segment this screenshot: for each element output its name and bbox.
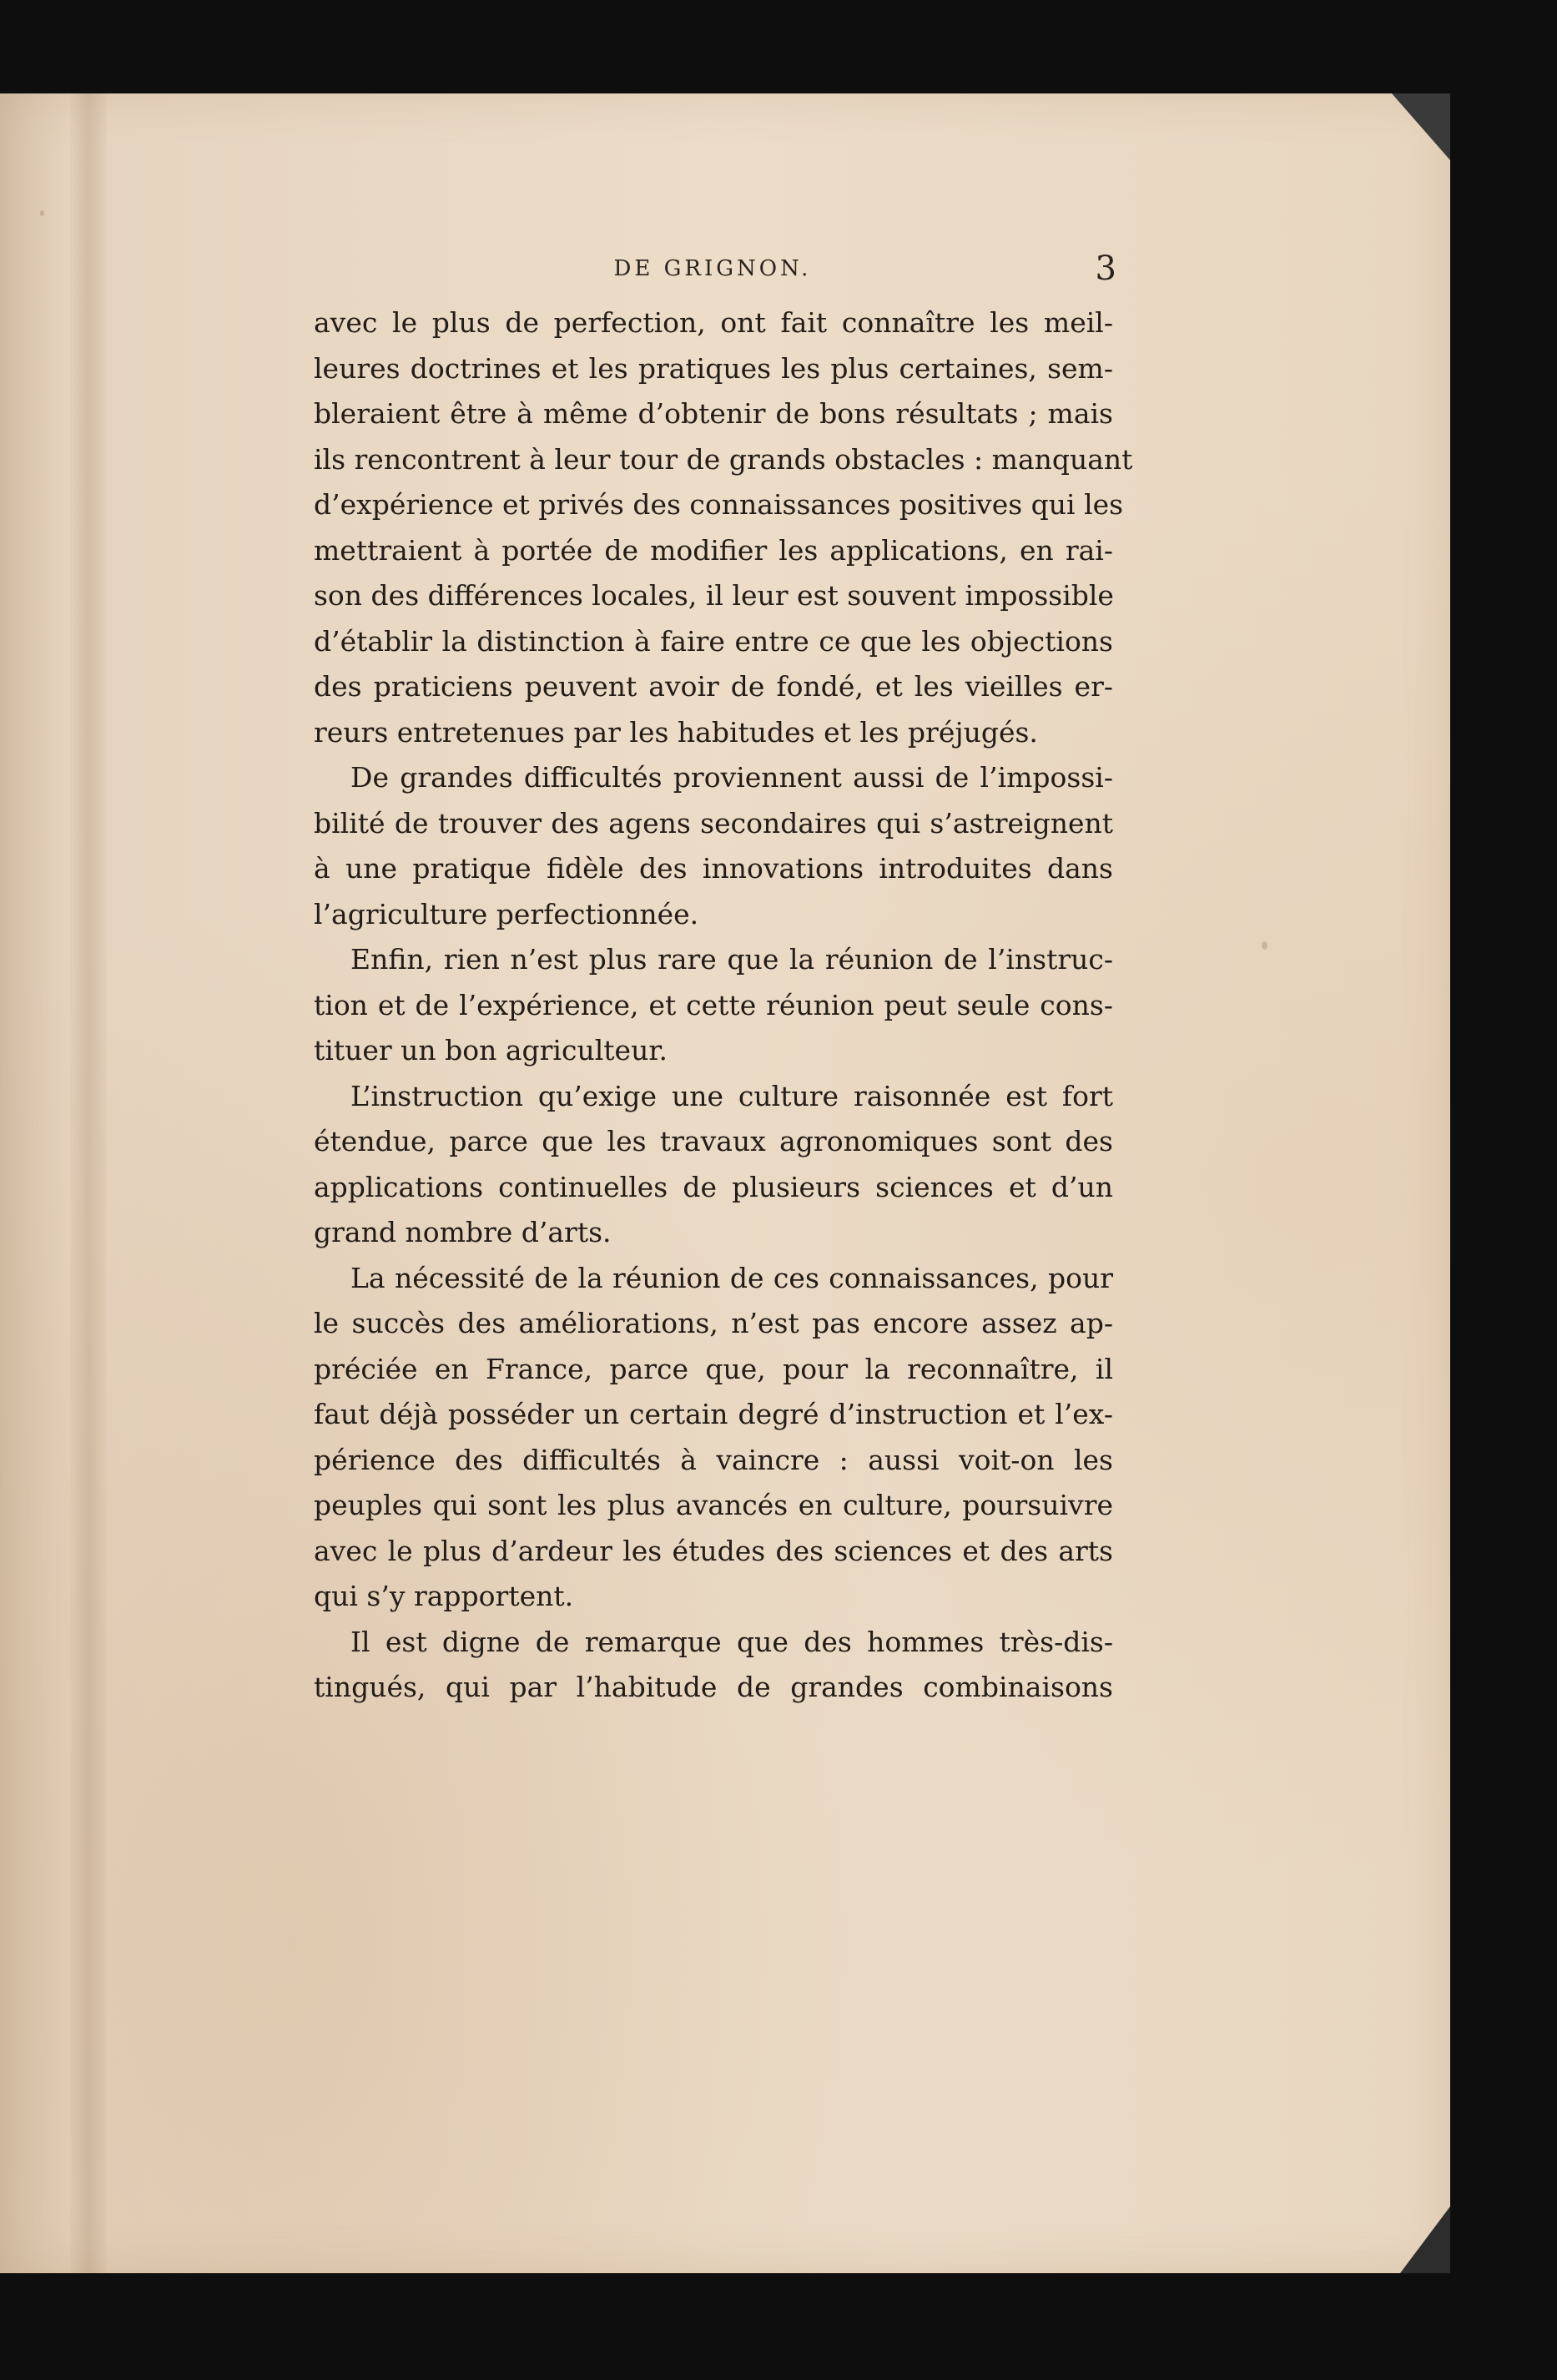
text-line: tion et de l’expérience, et cette réunion peut seule cons- [314, 988, 1113, 1021]
text-line: Enfin, rien n’est plus rare que la réunion de l’instruc- [350, 943, 1113, 976]
folded-corner-bottom [1400, 2206, 1450, 2273]
text-line: des praticiens peuvent avoir de fondé, et les vieilles er- [314, 670, 1113, 703]
running-head [309, 250, 1116, 291]
text-line: reurs entretenues par les habitudes et les préjugés. [314, 715, 1038, 749]
text-line: d’expérience et privés des connaissances positives qui les [314, 488, 1124, 521]
text-line: De grandes difficultés proviennent aussi de l’impossi- [350, 761, 1113, 794]
text-line: le succès des améliorations, n’est pas encore assez ap- [314, 1307, 1113, 1339]
text-line: La nécessité de la réunion de ces connaissances, pour [350, 1261, 1113, 1294]
text-line: applications continuelles de plusieurs sciences et d’un [314, 1170, 1113, 1203]
text-line: d’établir la distinction à faire entre ce que les objections [314, 624, 1113, 658]
text-line: périence des difficultés à vaincre : aussi voit-on les [314, 1443, 1113, 1476]
text-line: avec le plus de perfection, ont fait connaître les meil- [314, 306, 1113, 339]
text-line: grand nombre d’arts. [314, 1216, 612, 1248]
text-line: étendue, parce que les travaux agronomiques sont des [314, 1125, 1113, 1157]
text-line: ils rencontrent à leur tour de grands obstacles : manquant [314, 442, 1133, 476]
text-line: son des différences locales, il leur est souvent impossible [314, 579, 1114, 612]
text-line: Il est digne de remarque que des hommes très-dis- [350, 1625, 1113, 1658]
text-line: bilité de trouver des agens secondaires qui s’astreignent [314, 806, 1113, 840]
ink-spot [40, 210, 44, 216]
text-line: bleraient être à même d’obtenir de bons résultats ; mais [314, 397, 1113, 430]
text-line: leures doctrines et les pratiques les plus certaines, sem- [314, 351, 1113, 385]
text-line: faut déjà posséder un certain degré d’instruction et l’ex- [314, 1398, 1113, 1430]
text-line: mettraient à portée de modifier les applications, en rai- [314, 533, 1113, 567]
folded-corner-top [1392, 93, 1450, 160]
body-text [314, 300, 1133, 1711]
text-line: l’agriculture perfectionnée. [314, 897, 699, 930]
text-line: L’instruction qu’exige une culture raisonnée est fort [350, 1079, 1113, 1112]
text-line: avec le plus d’ardeur les études des sciences et des arts [314, 1534, 1113, 1567]
page-number: 3 [1095, 250, 1116, 288]
text-line: préciée en France, parce que, pour la reconnaître, il [314, 1352, 1113, 1385]
page-gutter-shadow [70, 93, 107, 2273]
ink-spot [1262, 941, 1267, 950]
running-title: DE GRIGNON. [613, 256, 812, 281]
text-line: tingués, qui par l’habitude de grandes combinaisons [314, 1671, 1113, 1703]
text-line: tituer un bon agriculteur. [314, 1034, 668, 1066]
text-line: qui s’y rapportent. [314, 1580, 574, 1612]
text-line: peuples qui sont les plus avancés en culture, poursuivre [314, 1489, 1113, 1521]
text-line: à une pratique fidèle des innovations introduites dans [314, 852, 1113, 885]
